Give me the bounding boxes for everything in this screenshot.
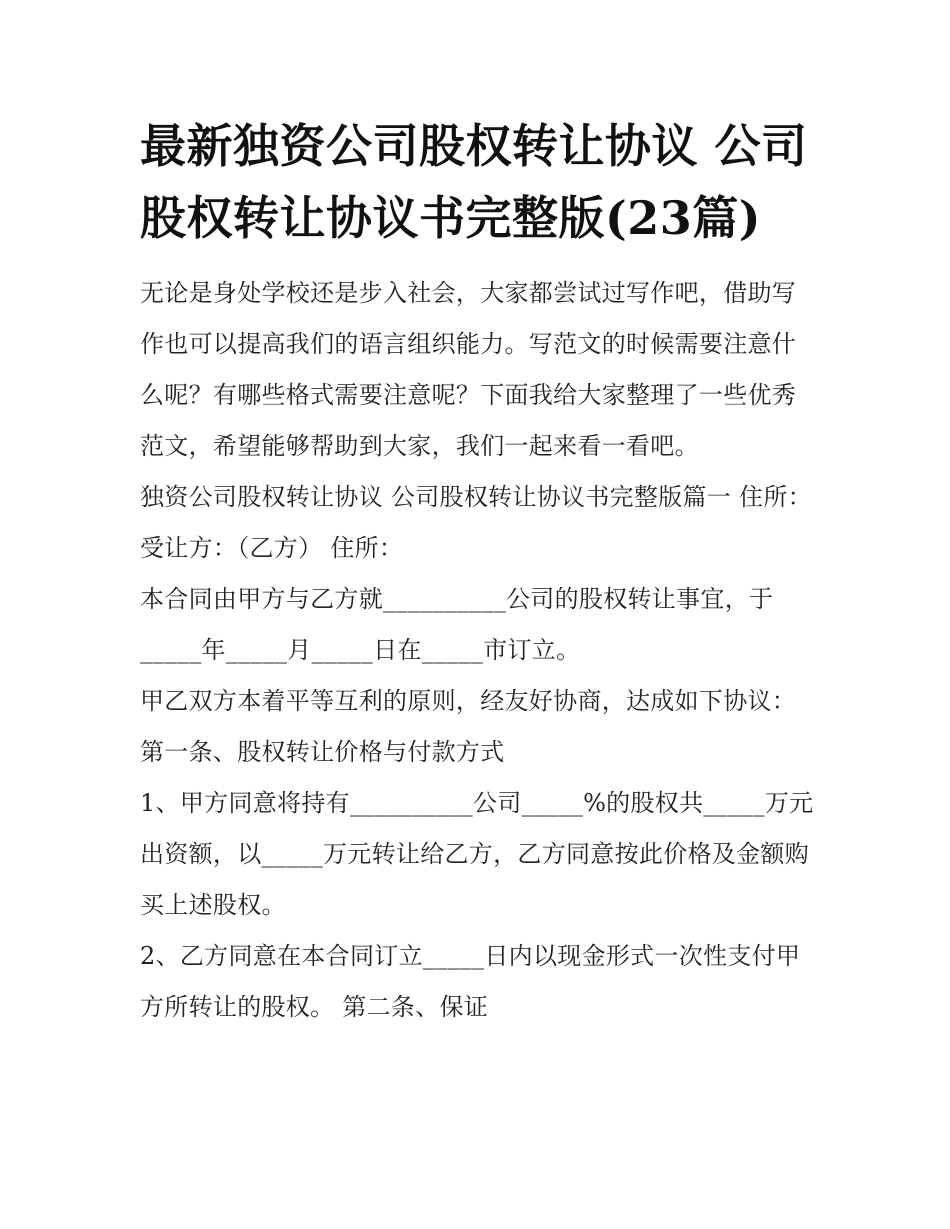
document-title: 最新独资公司股权转让协议 公司股权转让协议书完整版(23篇) — [140, 119, 808, 245]
contract-parties-paragraph: 本合同由甲方与乙方就__________公司的股权转让事宜，于_____年_____月_____日在_____市订立。 — [140, 585, 774, 664]
document-page — [140, 110, 820, 1033]
intro-paragraph: 无论是身处学校还是步入社会，大家都尝试过写作吧，借助写作也可以提高我们的语言组织能力。写范文的时候需要注意什么呢？有哪些格式需要注意呢？下面我给大家整理了一些优秀范文，希望能够帮助到大家，我们一起来看一看吧。 — [140, 279, 797, 460]
section-heading-paragraph: 独资公司股权转让协议 公司股权转让协议书完整版篇一 住所： 受让方：（乙方） 住所： — [140, 483, 812, 562]
clause-two-paragraph: 2、乙方同意在本合同订立_____日内以现金形式一次性支付甲方所转让的股权。 第二条、保证 — [140, 942, 801, 1021]
agreement-principle-paragraph: 甲乙双方本着平等互利的原则，经友好协商，达成如下协议： — [140, 687, 797, 715]
clause-one-paragraph: 1、甲方同意将持有__________公司_____%的股权共_____万元出资额，以_____万元转让给乙方，乙方同意按此价格及金额购买上述股权。 — [140, 789, 814, 919]
article-one-heading: 第一条、股权转让价格与付款方式 — [140, 738, 505, 766]
